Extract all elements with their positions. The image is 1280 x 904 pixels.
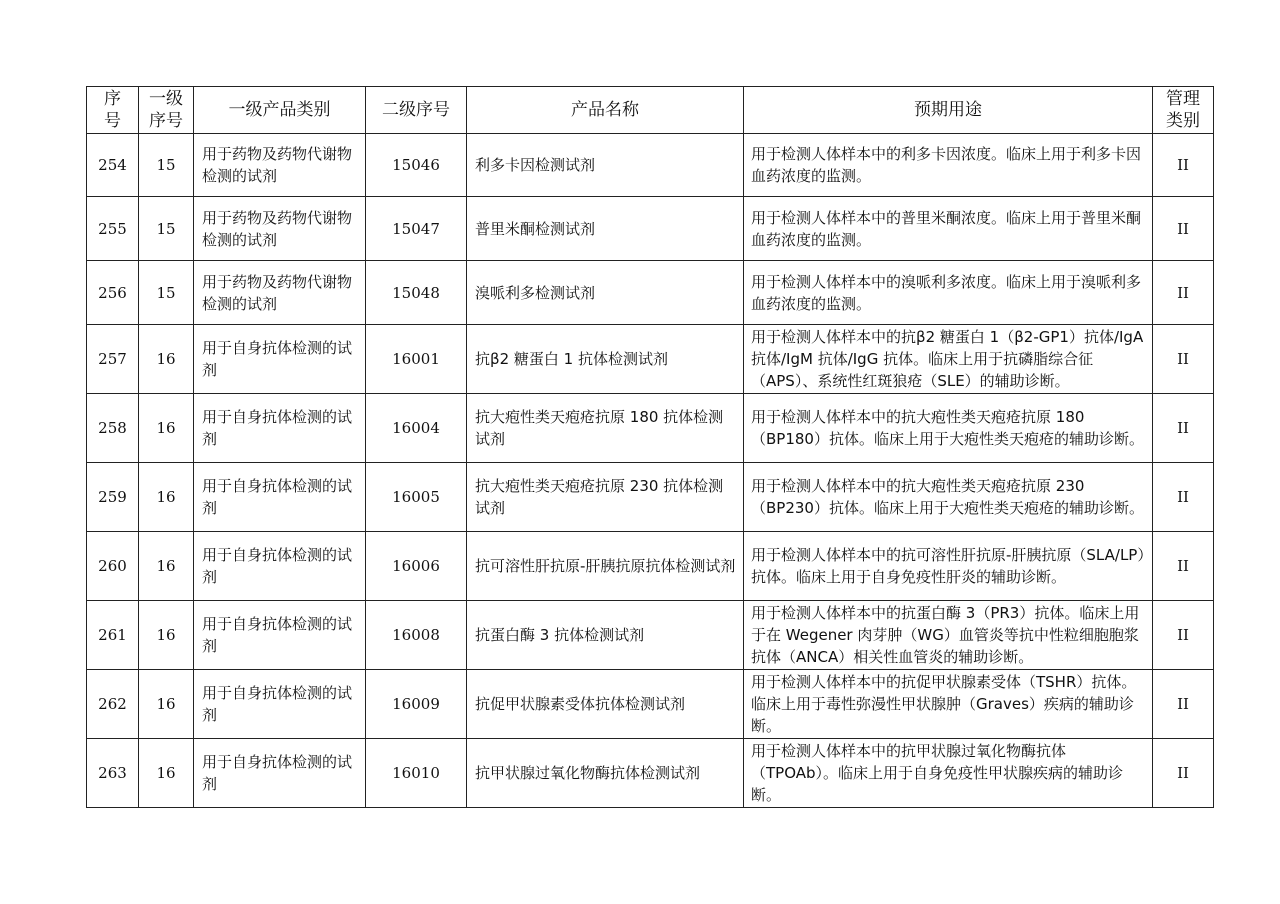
cell-product-name: 抗甲状腺过氧化物酶抗体检测试剂 [467,739,744,808]
cell-seq: 263 [87,739,139,808]
cell-management-class: II [1153,463,1214,532]
cell-intended-use: 用于检测人体样本中的抗大疱性类天疱疮抗原 230（BP230）抗体。临床上用于大疱性类天疱疮的辅助诊断。 [744,463,1153,532]
cell-level2-seq: 15047 [366,197,467,261]
cell-level2-seq: 16010 [366,739,467,808]
header-seq: 序号 [87,87,139,134]
cell-level2-seq: 15048 [366,261,467,325]
cell-seq: 262 [87,670,139,739]
cell-product-name: 抗大疱性类天疱疮抗原 230 抗体检测试剂 [467,463,744,532]
cell-management-class: II [1153,670,1214,739]
cell-seq: 256 [87,261,139,325]
cell-level2-seq: 16008 [366,601,467,670]
header-level1-category: 一级产品类别 [194,87,366,134]
table-row [87,739,1214,808]
cell-management-class: II [1153,394,1214,463]
cell-level2-seq: 16006 [366,532,467,601]
cell-management-class: II [1153,739,1214,808]
cell-level1-seq: 15 [139,261,194,325]
product-classification-table [86,86,1214,808]
cell-level1-seq: 15 [139,134,194,197]
cell-level1-category: 用于自身抗体检测的试剂 [194,739,366,808]
table-row [87,325,1214,394]
table-row [87,197,1214,261]
cell-intended-use: 用于检测人体样本中的普里米酮浓度。临床上用于普里米酮血药浓度的监测。 [744,197,1153,261]
cell-seq: 257 [87,325,139,394]
header-intended-use: 预期用途 [744,87,1153,134]
cell-level1-category: 用于自身抗体检测的试剂 [194,670,366,739]
header-level2-seq: 二级序号 [366,87,467,134]
table-row [87,670,1214,739]
cell-level1-category: 用于自身抗体检测的试剂 [194,532,366,601]
cell-intended-use: 用于检测人体样本中的抗甲状腺过氧化物酶抗体（TPOAb）。临床上用于自身免疫性甲状腺疾病的辅助诊断。 [744,739,1153,808]
cell-product-name: 溴哌利多检测试剂 [467,261,744,325]
cell-management-class: II [1153,601,1214,670]
cell-level1-seq: 15 [139,197,194,261]
cell-level1-seq: 16 [139,532,194,601]
cell-level1-category: 用于自身抗体检测的试剂 [194,463,366,532]
cell-intended-use: 用于检测人体样本中的抗β2 糖蛋白 1（β2-GP1）抗体/IgA 抗体/IgM 抗体/IgG 抗体。临床上用于抗磷脂综合征（APS）、系统性红斑狼疮（SLE）的辅助诊断。 [744,325,1153,394]
cell-product-name: 抗可溶性肝抗原-肝胰抗原抗体检测试剂 [467,532,744,601]
cell-intended-use: 用于检测人体样本中的抗促甲状腺素受体（TSHR）抗体。临床上用于毒性弥漫性甲状腺肿（Graves）疾病的辅助诊断。 [744,670,1153,739]
table-body [87,134,1214,808]
cell-management-class: II [1153,197,1214,261]
cell-seq: 260 [87,532,139,601]
cell-product-name: 抗大疱性类天疱疮抗原 180 抗体检测试剂 [467,394,744,463]
cell-level1-category: 用于药物及药物代谢物检测的试剂 [194,197,366,261]
table-row [87,463,1214,532]
cell-management-class: II [1153,532,1214,601]
cell-management-class: II [1153,134,1214,197]
cell-product-name: 抗β2 糖蛋白 1 抗体检测试剂 [467,325,744,394]
table-row [87,394,1214,463]
header-management-class: 管理类别 [1153,87,1214,134]
cell-level1-seq: 16 [139,394,194,463]
cell-intended-use: 用于检测人体样本中的抗蛋白酶 3（PR3）抗体。临床上用于在 Wegener 肉芽肿（WG）血管炎等抗中性粒细胞胞浆抗体（ANCA）相关性血管炎的辅助诊断。 [744,601,1153,670]
cell-level2-seq: 16005 [366,463,467,532]
table-row [87,601,1214,670]
cell-level1-category: 用于自身抗体检测的试剂 [194,394,366,463]
cell-level1-category: 用于自身抗体检测的试剂 [194,325,366,394]
cell-product-name: 利多卡因检测试剂 [467,134,744,197]
cell-level1-category: 用于药物及药物代谢物检测的试剂 [194,261,366,325]
cell-intended-use: 用于检测人体样本中的抗可溶性肝抗原-肝胰抗原（SLA/LP）抗体。临床上用于自身免疫性肝炎的辅助诊断。 [744,532,1153,601]
table-header-row [87,87,1214,134]
cell-intended-use: 用于检测人体样本中的溴哌利多浓度。临床上用于溴哌利多血药浓度的监测。 [744,261,1153,325]
cell-level2-seq: 15046 [366,134,467,197]
header-product-name: 产品名称 [467,87,744,134]
cell-level1-category: 用于自身抗体检测的试剂 [194,601,366,670]
cell-level1-category: 用于药物及药物代谢物检测的试剂 [194,134,366,197]
cell-level2-seq: 16004 [366,394,467,463]
cell-product-name: 普里米酮检测试剂 [467,197,744,261]
cell-seq: 259 [87,463,139,532]
cell-product-name: 抗蛋白酶 3 抗体检测试剂 [467,601,744,670]
table-row [87,261,1214,325]
cell-level1-seq: 16 [139,670,194,739]
cell-level2-seq: 16009 [366,670,467,739]
cell-intended-use: 用于检测人体样本中的利多卡因浓度。临床上用于利多卡因血药浓度的监测。 [744,134,1153,197]
cell-intended-use: 用于检测人体样本中的抗大疱性类天疱疮抗原 180（BP180）抗体。临床上用于大疱性类天疱疮的辅助诊断。 [744,394,1153,463]
cell-product-name: 抗促甲状腺素受体抗体检测试剂 [467,670,744,739]
cell-level1-seq: 16 [139,601,194,670]
cell-seq: 255 [87,197,139,261]
cell-management-class: II [1153,261,1214,325]
cell-seq: 254 [87,134,139,197]
cell-seq: 261 [87,601,139,670]
cell-level1-seq: 16 [139,463,194,532]
cell-level1-seq: 16 [139,739,194,808]
header-level1-seq: 一级序号 [139,87,194,134]
table-row [87,532,1214,601]
cell-seq: 258 [87,394,139,463]
cell-management-class: II [1153,325,1214,394]
table-row [87,134,1214,197]
cell-level2-seq: 16001 [366,325,467,394]
cell-level1-seq: 16 [139,325,194,394]
